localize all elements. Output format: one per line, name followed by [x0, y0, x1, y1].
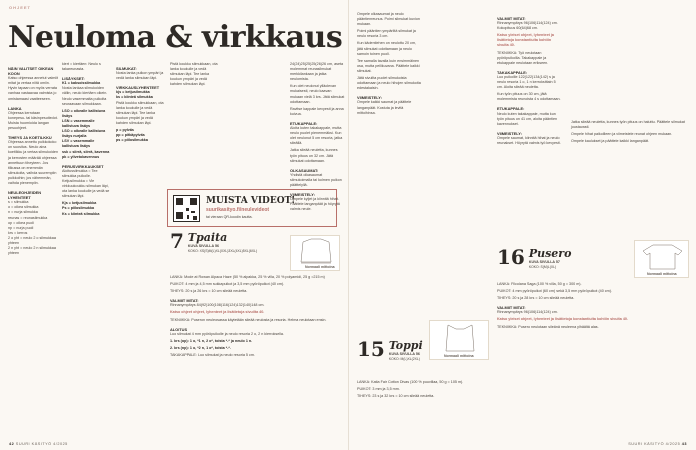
needle-info: PUIKOT: 4 mm pyöröpuikot (60 cm) sekä 3,5 mm pyöröpuikot (40 cm).: [497, 289, 612, 294]
abbrev-item: n = nurja silmukka: [8, 210, 38, 215]
pattern-16-body: [497, 282, 689, 332]
qr-code-icon[interactable]: [173, 195, 200, 222]
heading-finishing: VIIMEISTELY:: [290, 192, 315, 198]
left-col-1: [8, 62, 58, 256]
diagram-note: Normaali mittoina: [647, 272, 677, 276]
heading-stitches: SILMUKAT:: [116, 66, 137, 71]
pattern-photo-ref: KUVA SIVULLA 56: [187, 244, 219, 248]
crochet-abbrev-item: ks = kiinteä silmukka: [116, 95, 153, 100]
gauge-info: TIHEYS: 20 s ja 26 krs = 10 cm sileää neuletta.: [170, 289, 248, 294]
heading-front: ETUKAPPALE:: [497, 106, 525, 112]
abbrev-list: [8, 200, 58, 256]
left-folio: [9, 442, 68, 446]
heading-front: ETUKAPPALE:: [290, 120, 318, 126]
left-col-2: [62, 62, 112, 217]
heading-abbrev: NEULEOHJEIDEN LYHENTEET: [8, 190, 42, 201]
text-back-2: Kun työn pituus on 30 cm, jätä molemmista reunoista 4 s odottamaan.: [497, 92, 561, 102]
pattern-15-diagram: [429, 320, 489, 360]
measurements-info: Rinnanympärys 84(92)100(108)116(124)132(140)148 cm.: [170, 303, 265, 308]
text-shoulders: Yhdistä olkasaumat silmukoimalla tai kolmen puikon päättelyllä.: [290, 172, 342, 187]
heading-basic-crochet: PERUSVIRKKAUKSET: [62, 163, 104, 169]
page-number: 42: [9, 442, 15, 446]
pattern-number: 16: [497, 245, 525, 269]
folio-text: SUURI KÄSITYÖ 4/2025: [15, 442, 68, 446]
heading-size-guide: NÄIN VALITSET OIKEAN KOON: [8, 66, 54, 77]
text-finishing: Ompele kaikki saumat ja päättele langanpäät. Kostuta ja levitä mittoihinsa.: [357, 100, 412, 115]
heading-increases: LISÄYKSET:: [62, 76, 85, 82]
section-tag: OHJEET: [9, 5, 32, 10]
see-general-instructions: Katso yleiset ohjeet, lyhenteet ja lisätietoja konstantiulta kohtiin sivulta 40.: [497, 317, 628, 322]
pattern-name: Toppi: [388, 339, 423, 352]
crochet-item: Kjs = ketjusilmukka: [62, 201, 97, 206]
text-kiert: kiert = kiertäen: Neulo s takareunasta.: [62, 62, 101, 72]
increase-item: ssk = siirrä, siirrä, kavenna: [62, 149, 110, 154]
video-caption: tai vieraan QR-koodin kautta.: [206, 215, 253, 219]
left-col-4a: [170, 62, 220, 89]
abbrev-item: krs = kerros: [8, 230, 28, 235]
abbrev-item: o = oikea silmukka: [8, 205, 39, 210]
abbrev-item: np = nurja puoli: [8, 225, 34, 230]
pattern-sizes: KOKO: XS(S)M(L)XL(XXL)3XL(4XL)5XL(6XL): [187, 248, 258, 253]
heading-measurements: VALMIIT MITAT:: [497, 16, 526, 21]
yarn-info: LANKA: Filcolana Saga (100 % villa, 50 g = 300 m).: [497, 282, 582, 286]
text-r3-3: Ompele kaulukset ja päättele kaikki langanpäät.: [571, 139, 650, 144]
page-title: Neuloma & virkkaus: [8, 20, 343, 55]
needle-info: PUIKOT: 3 mm ja 3,5 mm.: [357, 387, 400, 392]
text-r1: Ompele olkasaumat ja neulo pääntienreunus. Poimi silmukat kuvion mukaan.: [357, 12, 420, 27]
gauge-info: TIHEYS: 23 s ja 32 krs = 10 cm sileää neuletta.: [357, 394, 435, 399]
text-front: Neulo kuten takakappale, mutta kun työn pituus on 41 cm, aloita pääntien kavennukset.: [497, 111, 558, 126]
pattern-name: Tpaita: [187, 231, 228, 244]
text-increase: Nosta lankaa silmukoiden väliin, neulo kiertäen oikein. Neulo vasemmalta puikolta seuraavaan silmukkaan.: [62, 86, 108, 106]
increase-item: LSV = vasemmalle kallistuva lisäys: [62, 139, 95, 149]
increase-item: LSN = vasemmalle kallistuva lisäys: [62, 118, 95, 129]
crochet-abbrev-item: kjs = ketjusilmukka: [116, 90, 150, 95]
pattern-7-header: [170, 229, 258, 253]
chart-diagram: [290, 235, 340, 271]
pattern-sizes: KOKO: S(M)L(XL): [528, 264, 557, 269]
rib-row-2: 2. krs (np): 1 o, *2 n, 1 o*, toista *-*.: [170, 345, 231, 350]
text-cont-1: 24(24)25(25)25(26)26 cm, aseta molemmat reunasilmukat merkkilankaan ja jatka neulomista.: [290, 62, 344, 82]
left-col-5: [290, 62, 345, 214]
text-crochet: Pistä koukku silmukkaan, ota lanka koukulle ja vedä silmukan läpi. Tee lanka koukun ympäri ja vedä kahden silmukan läpi.: [116, 100, 164, 125]
increase-item: K1 = kaksoissilmukka: [62, 81, 101, 86]
text-r4: Tee samalla tavalla kuin ensimmäinen osa, mutta peilikuvana. Päättele kaikki silmukat.: [357, 58, 420, 73]
pattern-sizes: KOKO: M(L)XL(2XL): [388, 356, 420, 361]
heading-gauge: TIHEYS JA KOETILKKU: [8, 135, 52, 141]
video-title: MUISTA VIDEOT!: [206, 196, 296, 206]
abbrev-item: s = silmukka: [8, 200, 29, 205]
heading-start: ALOITUS: [170, 326, 188, 332]
text-back: Luo puikoille 122(122)134(142) s ja neulo resoria 1 o, 1 n kerroksittain 5 cm. Aloita sileää neuletta.: [497, 74, 556, 90]
right-col-3: [571, 120, 689, 146]
video-url-link[interactable]: suurikasityo.fi/neulevideot: [206, 207, 270, 213]
text-size-guide: Katso ohjeessa annetut valmiit mitat ja vertaa niitä omiin. Hyvin tapaan on myös verrata vanhaa vastaavaa valmista jo omistamaasi vaatteeseen.: [8, 76, 59, 101]
start-info: Luo silmukat 4 mm pyöröpuikolle ja neulo resoria 2 o, 2 n kierroksella.: [170, 331, 284, 336]
right-page: [348, 0, 696, 450]
crochet-item: Ps = piilosilmukka: [62, 206, 95, 211]
right-col-1: [357, 12, 421, 118]
gauge-info: TIHEYS: 20 s ja 28 krs = 10 cm sileää neuletta.: [497, 296, 575, 301]
abbrev-item: op = oikea puoli: [8, 220, 34, 225]
pattern-15-header: [357, 337, 423, 361]
text-cont-4: Jatka sileää neuletta, kunnes työn pituus on 32 cm. Jätä silmukat odottamaan.: [290, 148, 338, 163]
crochet-abbrev-item: pp = pitkäpylväs: [116, 133, 145, 138]
technique-info: TEKNIIKKA: Työ neulotaan pyöröpuikoilla. Takakappale ja etukappale neulotaan erikseen.: [497, 50, 549, 65]
text-r3: Kun kädentiehen on neulottu 20 cm, jätä silmukat odottamaan ja neulo samoin toinen puoli.: [357, 41, 417, 56]
right-folio: [628, 442, 687, 446]
crochet-item: Ks = kiinteä silmukka: [62, 211, 100, 216]
text-yarn: Ohjeessa kerrotaan konepesu- tai käsinpesutiedot. Muista huomioida langan pesuohjeet.: [8, 110, 58, 131]
increase-item: pk = ylivetokavennus: [62, 154, 100, 159]
text-pattern-a: Pistä koukku silmukkaan, ota lanka koukulle ja vedä silmukan läpi. Tee lanka koukun ympäri ja vedä kahden silmukan läpi.: [170, 62, 218, 87]
crochet-abbrev-item: p = pylväs: [116, 128, 134, 133]
pattern-name: Pusero: [528, 247, 572, 260]
pattern-photo-ref: KUVA SIVULLA 57: [528, 260, 560, 264]
text-gauge: Ohjeessa annettu puikkokoko on suositus. Neulo aina koetilkku ja vertaa silmukoiden ja kerrosten määrää ohjeessa annettuun tiheyteen. Jos tilkussa on enemmän silmukoita, vaihda suurempiin puikkoihin; jos vähemmän, vaihda pienempiin.: [8, 140, 59, 185]
text-r5: Jätä sivuilta puolet silmukoista odottamaan ja neulo hihojen silmukoita edestakaisin.: [357, 76, 421, 91]
text-r3-1: Jatka sileää neuletta, kunnes työn pituus on haluttu. Päättele silmukat joustavasti.: [571, 120, 685, 130]
pattern-number: 7: [170, 229, 184, 253]
text-basic-crochet: Aloitussilmukka = Tee silmukka puikolle. Ketjusilmukka = Vie virkkuukoukku silmukan läpi, ota lanka koukulle ja vedä se silmukan läpi.: [62, 168, 110, 199]
text-cont-3: Ravitse kappale kevyesti ja anna kuivua.: [290, 106, 344, 116]
heading-measurements: VALMIIT MITAT:: [497, 305, 526, 311]
right-col-2: [497, 12, 561, 148]
see-general-instructions: Katso ohjeet ohjeet, lyhenteet ja lisätietoja sivuilta 40.: [170, 310, 265, 315]
yarn-info: LANKA: Katia Fair Cotton Divas (100 % puuvillaa, 50 g = 105 m).: [357, 380, 464, 384]
page-number: 43: [681, 442, 687, 446]
top-diagram-icon: [430, 321, 490, 355]
pattern-16-diagram: [634, 240, 689, 278]
left-col-3: [116, 62, 166, 143]
text-finishing: Ompele kyljet ja kiinnitä hihat. Päättele langanpäät ja höyrytä valmis neule.: [290, 197, 340, 212]
heading-finishing-2: VIIMEISTELY:: [497, 130, 522, 136]
garment-diagram-icon: [291, 236, 341, 266]
text-r2: Poimi pääntien ympäriltä silmukat ja neulo resoria 3 cm.: [357, 29, 416, 39]
rib-row-1: 1. krs (op): 1 o, *1 n, 2 o*, toista *-* ja neulo 1 n.: [170, 338, 253, 343]
chart-note: Normaali mittoina: [305, 265, 335, 269]
pattern-15-body: [357, 380, 487, 401]
measurements-info: Rinnanympärys 96(106)114(124) cm.: [497, 310, 558, 315]
heading-crochet-abbrev: VIRKKAUSLYHENTEET: [116, 85, 160, 91]
abbrev-item: reunas = reunasilmukka: [8, 215, 48, 220]
folio-text: SUURI KÄSITYÖ 4/2025: [628, 442, 681, 446]
abbrev-item: 2 o yht = neulo 2 o silmukkaa yhteen: [8, 235, 56, 245]
technique-info: TEKNIIKKA: Puseron neuleosassa käytetään sileää neulosta ja resoria. Helma neulotaan ensin.: [170, 317, 327, 322]
increase-item: LSO = oikealle kallistuva lisäys: [62, 108, 106, 118]
measurements-info: Rinnanympärys 96(106)114(124) cm. Kokopituus 60(64)68 cm.: [497, 21, 558, 31]
diagram-note: Normaali mittoina: [444, 354, 474, 358]
text-finishing-2: Ompele saumat, kiinnitä hihat ja neulo reunakset. Höyrytä valmis työ kevyesti.: [497, 135, 561, 145]
yarn-info: LANKA: Mode at Rowan Alpaca Haze (50 % alpakka, 25 % villa, 20 % polyamidi, 25 g =215 m): [170, 275, 325, 279]
technique-info: TEKNIIKKA: Pusero neulotaan sileänä neuleena ylhäältä alas.: [497, 324, 599, 329]
abbrev-item: 2 n yht = neulo 2 n silmukkaa yhteen: [8, 246, 56, 256]
see-general-instructions: Katso yleiset ohjeet, lyhenteet ja lisätietoja konstantiulta kohtiin sivulta 40.: [497, 33, 554, 48]
text-front: Aloita kuten takakappale, mutta neulo puolet pienemmäksi. Kun olet neulonut 5 cm resoria, jatka sileällä.: [290, 126, 343, 146]
heading-back: TAKAKAPPALE:: [497, 69, 528, 75]
text-cont-2: Kun olet neulonut ylläolevan mukaisesti, neulo kaavan mukaan vielä 3 krs. Jätä silmukat odottamaan.: [290, 84, 345, 104]
pattern-number: 15: [357, 337, 385, 361]
sweater-diagram-icon: [635, 241, 690, 273]
back-piece-info: TAKAKAPPALE: Luo silmukat ja neulo resoria 5 cm.: [170, 353, 255, 358]
pattern-7-body: [170, 275, 342, 360]
text-r3-2: Ompele hihat paikoilleen ja viimeistele reunat ohjeen mukaan.: [571, 132, 673, 137]
heading-measurements: VALMIIT MITAT:: [170, 298, 199, 304]
pattern-photo-ref: KUVA SIVULLA 56: [388, 352, 420, 356]
increase-item: LSO = oikealle kallistuva lisäys nurjalla: [62, 129, 106, 139]
heading-finishing: VIIMEISTELY:: [357, 95, 382, 101]
heading-shoulders: OLKASAUMAT:: [290, 167, 319, 173]
crochet-abbrev-item: ps = piilosilmukka: [116, 138, 148, 143]
text-stitches: Nosta lanka puikon ympäri ja vedä lanka silmukan läpi.: [116, 71, 164, 81]
needle-info: PUIKOT: 4 mm ja 4,5 mm sukkapuikot ja 3,5 mm pyöröpuikot (40 cm).: [170, 282, 285, 287]
pattern-16-header: [497, 245, 572, 269]
heading-yarn: LANKA: [8, 105, 22, 111]
